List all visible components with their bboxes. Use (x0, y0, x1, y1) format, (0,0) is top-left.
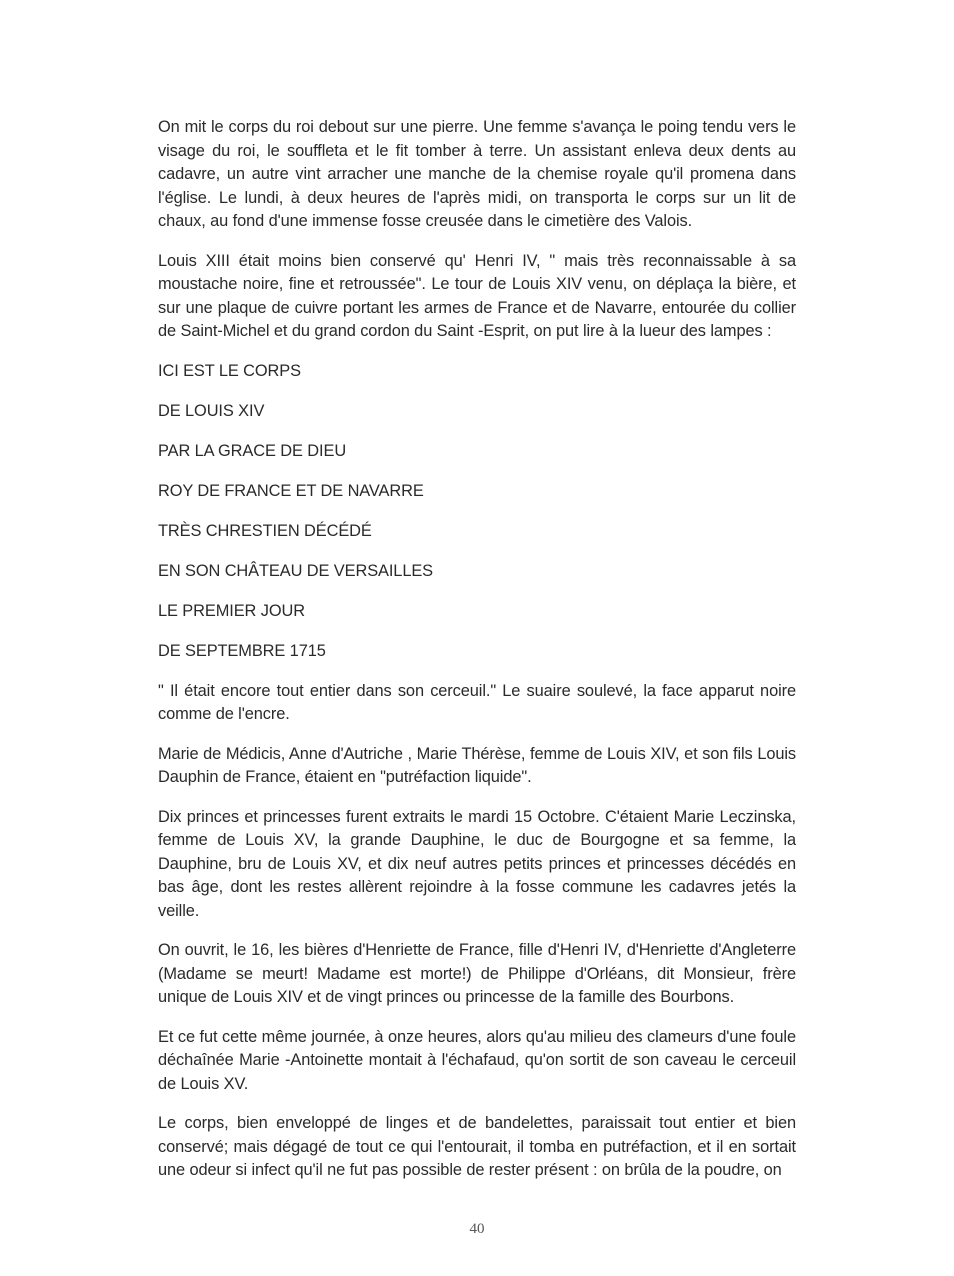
paragraph: Dix princes et princesses furent extraits le mardi 15 Octobre. C'étaient Marie Leczinska, femme de Louis XV, la grande Dauphine, le duc de Bourgogne et sa femme, la Dauphine, bru de Louis XV, et dix neuf autres petits princes et princesses décédés en bas âge, dont les restes allèrent rejoindre à la fosse commune les cadavres jetés la veille. (158, 807, 796, 920)
paragraph: Louis XIII était moins bien conservé qu' Henri IV, " mais très reconnaissable à sa moustache noire, fine et retroussée". Le tour de Louis XIV venu, on déplaça la bière, et sur une plaque de cuivre portant les armes de France et de Navarre, entourée du collier de Saint-Michel et du grand cordon du Saint -Esprit, on put lire à la lueur des lampes : (158, 251, 796, 340)
inscription-line: LE PREMIER JOUR (158, 601, 305, 620)
inscription-line: PAR LA GRACE DE DIEU (158, 441, 347, 460)
paragraph: Marie de Médicis, Anne d'Autriche , Marie Thérèse, femme de Louis XIV, et son fils Louis Dauphin de France, étaient en "putréfaction liquide". (158, 744, 796, 786)
page-number: 40 (469, 1221, 485, 1237)
paragraph: Et ce fut cette même journée, à onze heures, alors qu'au milieu des clameurs d'une foule déchaînée Marie -Antoinette montait à l'échafaud, qu'on sortit de son caveau le cerceuil de Louis XV. (158, 1027, 796, 1093)
inscription-line: ICI EST LE CORPS (158, 361, 301, 380)
paragraph: Le corps, bien enveloppé de linges et de bandelettes, paraissait tout entier et bien conservé; mais dégagé de tout ce qui l'entourait, il tomba en putréfaction, et il en sortait une odeur si infect qu'il ne fut pas possible de rester présent : on brûla de la poudre, on (158, 1114, 796, 1179)
inscription-block (158, 360, 796, 664)
inscription-line: TRÈS CHRESTIEN DÉCÉDÉ (158, 521, 372, 540)
paragraph: On mit le corps du roi debout sur une pierre. Une femme s'avança le poing tendu vers le visage du roi, le souffleta et le fit tomber à terre. Un assistant enleva deux dents au cadavre, un autre vint arracher une manche de la chemise royale qu'il promena dans l'église. Le lundi, à deux heures de l'après midi, on transporta le corps sur un lit de chaux, au fond d'une immense fosse creusée dans le cimetière des Valois. (158, 118, 796, 230)
page-body (158, 116, 796, 1199)
paragraph: " Il était encore tout entier dans son cerceuil." Le suaire soulevé, la face apparut noire comme de l'encre. (158, 681, 796, 723)
inscription-line: ROY DE FRANCE ET DE NAVARRE (158, 481, 424, 500)
inscription-line: DE SEPTEMBRE 1715 (158, 641, 326, 660)
inscription-line: EN SON CHÂTEAU DE VERSAILLES (158, 561, 434, 580)
paragraph: On ouvrit, le 16, les bières d'Henriette de France, fille d'Henri IV, d'Henriette d'Angleterre (Madame se meurt! Madame est morte!) de Philippe d'Orléans, dit Monsieur, frère unique de Louis XIV et de vingt princes ou princesse de la famille des Bourbons. (158, 941, 796, 1006)
inscription-line: DE LOUIS XIV (158, 401, 265, 420)
